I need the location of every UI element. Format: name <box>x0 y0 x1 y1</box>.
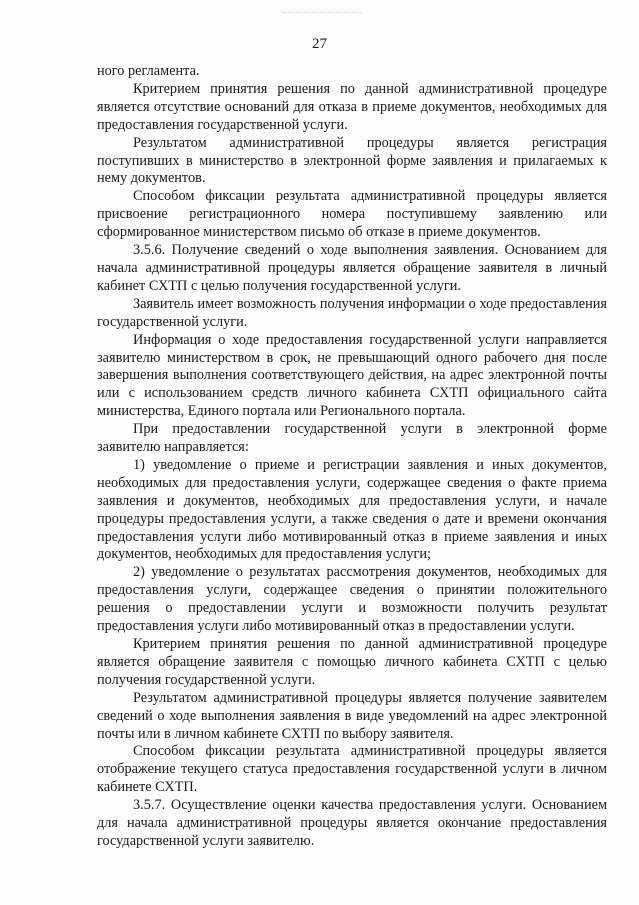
document-body <box>97 63 607 851</box>
paragraph: Способом фиксации результата административной процедуры является присвоение регистрационного номера поступившему заявлению или сформированное министерством письмо об отказе в приеме документов. <box>97 188 607 241</box>
paragraph: Результатом административной процедуры является регистрация поступивших в министерство в электронной форме заявления и прилагаемых к нему документов. <box>97 134 607 187</box>
paragraph: Заявитель имеет возможность получения информации о ходе предоставления государственной услуги. <box>97 295 607 330</box>
page-number: 27 <box>312 36 327 52</box>
scan-artifact <box>283 12 363 18</box>
paragraph: Результатом административной процедуры является получение заявителем сведений о ходе выполнения заявления в виде уведомлений на адрес электронной почты или в личном кабинете СХТП по выбору заявителя. <box>97 689 607 742</box>
paragraph: Критерием принятия решения по данной административной процедуре является отсутствие оснований для отказа в приеме документов, необходимых для предоставления государственной услуги. <box>97 80 607 133</box>
paragraph: При предоставлении государственной услуги в электронной форме заявителю направляется: <box>97 421 607 456</box>
paragraph: 3.5.6. Получение сведений о ходе выполнения заявления. Основанием для начала административной процедуры является обращение заявителя в личный кабинет СХТП с целью получения государственной услуги. <box>97 242 607 294</box>
paragraph: Способом фиксации результата административной процедуры является отображение текущего статуса предоставления государственной услуги в личном кабинете СХТП. <box>97 743 607 796</box>
paragraph: ного регламента. <box>97 63 200 79</box>
paragraph: 2) уведомление о результатах рассмотрения документов, необходимых для предоставления услуги, содержащее сведения о принятии положительного решения о предоставлении услуги и возможности получить результат предоставления услуги либо мотивированный отказ в предоставлении услуги. <box>97 564 607 635</box>
paragraph: Информация о ходе предоставления государственной услуги направляется заявителю министерством в срок, не превышающий одного рабочего дня после завершения выполнения соответствующего действия, на адрес электронной почты или с использованием средств личного кабинета СХТП официального сайта министерства, Единого портала или Регионального портала. <box>97 331 607 420</box>
paragraph: 1) уведомление о приеме и регистрации заявления и иных документов, необходимых для предоставления услуги, содержащее сведения о факте приема заявления и документов, необходимых для предоставления услуги, и начале процедуры предоставления услуги, а также сведения о дате и времени окончания предоставления услуги либо мотивированный отказ в приеме заявления и иных документов, необходимых для предоставления услуги; <box>97 456 607 563</box>
paragraph: 3.5.7. Осуществление оценки качества предоставления услуги. Основанием для начала административной процедуры является окончание предоставления государственной услуги заявителю. <box>97 797 607 849</box>
paragraph: Критерием принятия решения по данной административной процедуре является обращение заявителя с помощью личного кабинета СХТП с целью получения государственной услуги. <box>97 636 607 688</box>
